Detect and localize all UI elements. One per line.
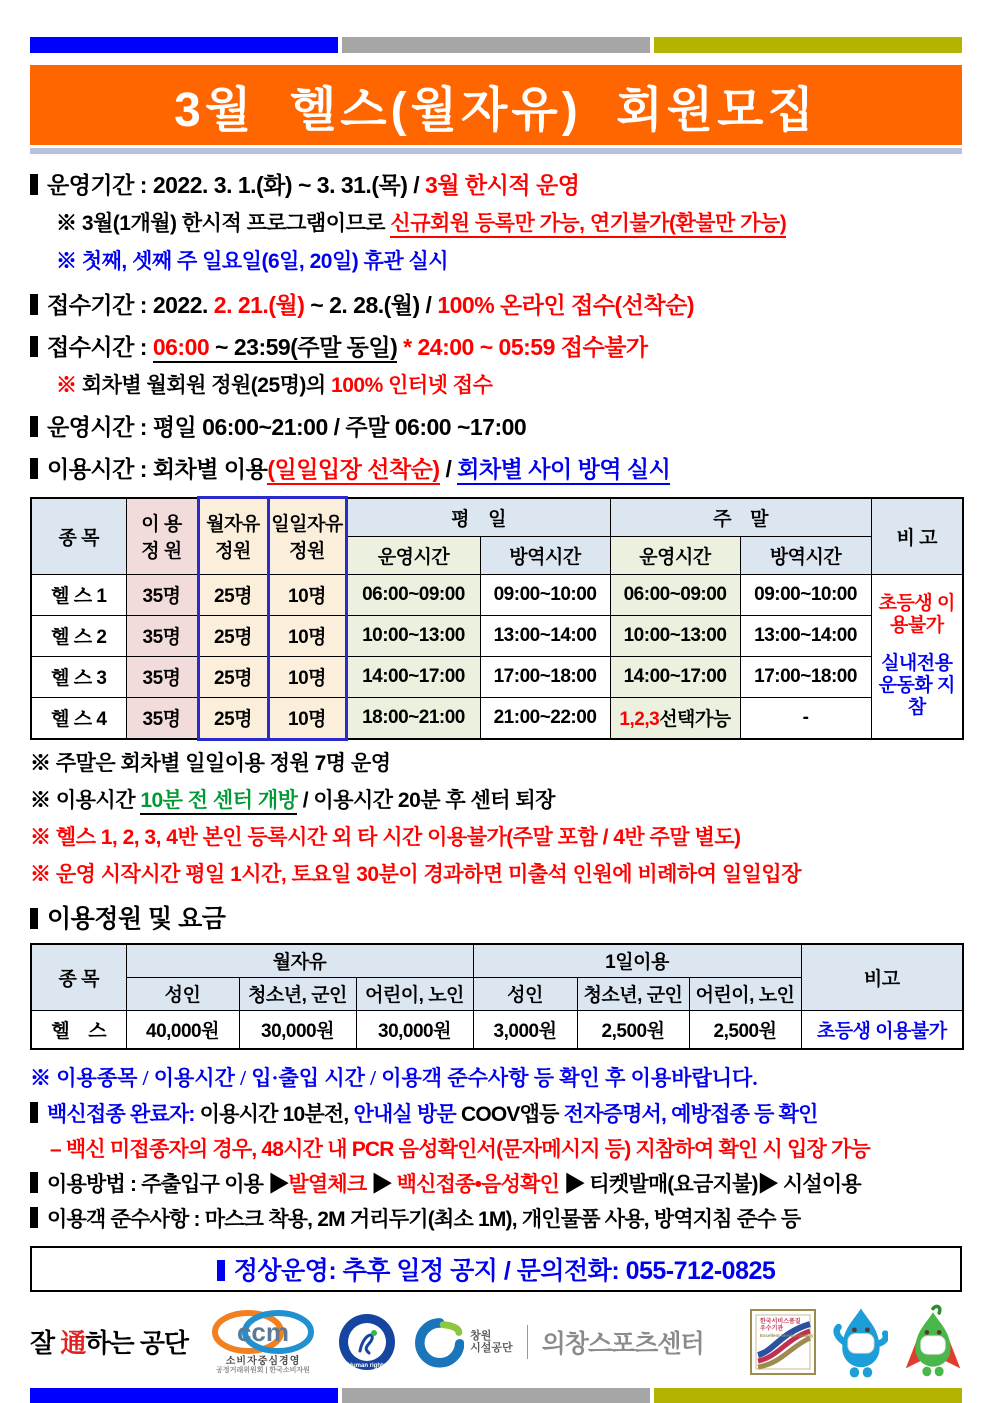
- fee-header-daily: 1일이용: [473, 944, 801, 978]
- capacity-header-line1: 이 용: [141, 514, 182, 535]
- remark-no-elementary: 초등생 이용불가: [878, 593, 955, 637]
- usage-time-line: [30, 454, 962, 484]
- weekend-quarantine-time: -: [740, 697, 871, 739]
- ccm-subtitle: 소비자중심경영: [225, 1356, 301, 1368]
- weekday-run-time: 06:00~09:00: [346, 574, 480, 615]
- table-row: [31, 615, 963, 656]
- subheader-weekend-quarantine: 방역시간: [740, 536, 871, 574]
- changwon-facility-icon: [412, 1316, 464, 1368]
- section-bar-icon: [30, 908, 38, 929]
- colon: :: [133, 456, 153, 482]
- fee-heading-text: 이용정원 및 요금: [47, 904, 226, 933]
- weekend-quarantine-time: 09:00~10:00: [740, 574, 871, 615]
- fee-subheader-youth: 청소년, 군인: [239, 977, 356, 1010]
- usage-time-highlight-red: (일일입장 선착순): [267, 456, 439, 485]
- usage-method-fever-check: 발열체크: [288, 1172, 367, 1196]
- section-bar-icon: [217, 1260, 225, 1281]
- weekend-run-time: 14:00~17:00: [610, 656, 740, 697]
- daily-free-value: 10명: [268, 615, 346, 656]
- banner-underline-strip: [30, 148, 962, 154]
- col-header-capacity: [126, 498, 198, 575]
- reception-time-underlined: [153, 334, 397, 363]
- capacity-header-line2: 정 원: [141, 541, 182, 562]
- fee-monthly-adult: 40,000원: [126, 1010, 239, 1049]
- col-header-item: 종 목: [31, 498, 126, 575]
- colon: :: [133, 172, 153, 198]
- note-quota-mark: ※: [56, 374, 77, 397]
- fee-row: [31, 1010, 963, 1049]
- contact-box: [30, 1246, 962, 1292]
- note-quota-text: 회차별 월회원 정원(25명)의: [76, 374, 332, 397]
- capacity-value: 35명: [126, 574, 198, 615]
- group-header-weekend: 주 말: [610, 498, 871, 537]
- arrow-separator: ▶: [366, 1172, 397, 1196]
- section-bar-icon: [30, 1102, 38, 1123]
- visitor-rules-label: 이용객 준수사항: [47, 1207, 189, 1231]
- bottom-bar-gray-segment: [342, 1388, 650, 1403]
- slogan-logo: [30, 1323, 188, 1360]
- capacity-value: 35명: [126, 656, 198, 697]
- section-bar-icon: [30, 1207, 38, 1228]
- fee-daily-adult: 3,000원: [473, 1010, 577, 1049]
- section-bar-icon: [30, 174, 38, 195]
- human-rights-badge-icon: [338, 1313, 396, 1371]
- facility-name-line1: 창원: [470, 1329, 492, 1342]
- subheader-weekday-run: 운영시간: [346, 536, 480, 574]
- weekend-run-time: 10:00~13:00: [610, 615, 740, 656]
- operating-hours-line: [30, 412, 962, 442]
- slogan-tong-char: 通: [60, 1328, 86, 1358]
- note-quota-highlight: 100% 인터넷 접수: [331, 374, 493, 397]
- usage-time-text: 회차별 이용: [152, 456, 268, 482]
- fee-subheader-adult: 성인: [126, 977, 239, 1010]
- reception-method-highlight: 100% 온라인 접수(선착순): [437, 292, 695, 318]
- operation-period-label: 운영기간: [47, 172, 134, 198]
- usage-method-label: 이용방법: [47, 1172, 125, 1196]
- subheader-weekend-run: 운영시간: [610, 536, 740, 574]
- weekday-quarantine-time: 21:00~22:00: [480, 697, 610, 739]
- reception-start-date: 2. 21.(월): [213, 292, 305, 318]
- note-holiday-line: ※ 첫째, 셋째 주 일요일(6일, 20일) 휴관 실시: [56, 250, 449, 273]
- usage-time-label: 이용시간: [47, 456, 134, 482]
- fee-header-remark: 비고: [801, 944, 963, 1011]
- weekend-quarantine-time: 13:00~14:00: [740, 615, 871, 656]
- weekday-run-time: 18:00~21:00: [346, 697, 480, 739]
- schedule-note-2-prefix: ※ 이용시간: [30, 788, 141, 812]
- blue-mascot-icon: [832, 1303, 888, 1381]
- monthly-free-value: 25명: [198, 615, 268, 656]
- vaccine-text-1: 이용시간 10분전,: [194, 1102, 354, 1126]
- contact-text: [217, 1251, 776, 1287]
- top-bar-olive-segment: [654, 37, 962, 53]
- weekend-run-time: 06:00~09:00: [610, 574, 740, 615]
- facility-name-line2: 시설공단: [470, 1341, 513, 1354]
- vaccine-text-3: 전자증명서, 예방접종 등 확인: [563, 1102, 818, 1126]
- fee-remark: 초등생 이용불가: [801, 1010, 963, 1049]
- note-quota-line: [30, 372, 962, 400]
- facility-logo: [412, 1316, 704, 1368]
- slogan-post: 하는 공단: [85, 1328, 189, 1358]
- class-name: 헬 스 2: [31, 615, 126, 656]
- section-bar-icon: [30, 336, 38, 357]
- reception-period-label: 접수기간: [47, 292, 134, 318]
- footer-logos: [30, 1302, 962, 1382]
- reception-time-range: ~ 23:59(주말 동일): [209, 334, 398, 360]
- schedule-note-2: [30, 787, 962, 815]
- daily-header-line1: 일일자유: [271, 514, 343, 536]
- reception-end-date: ~ 2. 28.(월) /: [304, 292, 438, 318]
- service-quality-certificate-icon: [750, 1309, 816, 1375]
- fee-daily-youth: 2,500원: [577, 1010, 689, 1049]
- monthly-free-value: 25명: [198, 697, 268, 739]
- class-name: 헬 스 3: [31, 656, 126, 697]
- daily-header-line2: 정원: [289, 541, 325, 563]
- title-banner: [30, 65, 962, 145]
- group-header-weekday: 평 일: [346, 498, 610, 537]
- facility-name: [470, 1330, 513, 1354]
- remark-cell: [871, 574, 963, 739]
- operation-period-line: [30, 170, 962, 200]
- reception-time-line: [30, 332, 962, 362]
- usage-time-highlight-blue: 회차별 사이 방역 실시: [457, 456, 670, 485]
- slogan-pre: 잘: [30, 1328, 61, 1358]
- weekend-quarantine-time: 17:00~18:00: [740, 656, 871, 697]
- usage-method-step-0: : 주출입구 이용 ▶: [124, 1172, 289, 1196]
- daily-free-value: 10명: [268, 656, 346, 697]
- weekend-choice-text: 선택가능: [659, 709, 731, 731]
- note-march-text: 3월(1개월) 한시적 프로그램이므로: [76, 212, 391, 235]
- weekend-run-time: [610, 697, 740, 739]
- weekend-choice-numbers: 1,2,3: [619, 709, 660, 731]
- table-row: [31, 656, 963, 697]
- capacity-value: 35명: [126, 615, 198, 656]
- monthly-free-value: 25명: [198, 656, 268, 697]
- fee-header-item: 종 목: [31, 944, 126, 1011]
- vaccine-line: [30, 1101, 962, 1129]
- visitor-rules-line: [30, 1206, 962, 1234]
- daily-free-value: 10명: [268, 574, 346, 615]
- subheader-weekday-quarantine: 방역시간: [480, 536, 610, 574]
- fee-section-heading: [30, 903, 962, 935]
- reception-time-start: 06:00: [152, 334, 210, 360]
- weekday-quarantine-time: 09:00~10:00: [480, 574, 610, 615]
- fee-monthly-child: 30,000원: [356, 1010, 473, 1049]
- fee-subheader-child: 어린이, 노인: [689, 977, 801, 1010]
- contact-phone-line: 정상운영: 추후 일정 공지 / 문의전화: 055-712-0825: [233, 1256, 776, 1285]
- usage-time-slash: /: [439, 456, 458, 482]
- monthly-header-line1: 월자유: [206, 514, 260, 536]
- fee-daily-child: 2,500원: [689, 1010, 801, 1049]
- visitor-rules-text: : 마스크 착용, 2M 거리두기(최소 1M), 개인물품 사용, 방역지침 준수 등: [188, 1207, 801, 1231]
- fee-subheader-child: 어린이, 노인: [356, 977, 473, 1010]
- table-row: [31, 697, 963, 739]
- bottom-color-bar: [30, 1388, 962, 1403]
- colon: :: [133, 334, 153, 360]
- certificate-text-line2: 우수기관: [760, 1325, 784, 1332]
- weekday-quarantine-time: 13:00~14:00: [480, 615, 610, 656]
- logo-divider: [527, 1325, 528, 1359]
- ccm-logo: [204, 1308, 322, 1375]
- fee-subheader-youth: 청소년, 군인: [577, 977, 689, 1010]
- operation-period-dates: 2022. 3. 1.(화) ~ 3. 31.(목) /: [152, 172, 426, 198]
- svg-text:ccm: ccm: [237, 1317, 290, 1348]
- col-header-monthly-free: [198, 498, 268, 575]
- operating-hours-text: 평일 06:00~21:00 / 주말 06:00 ~17:00: [152, 414, 527, 440]
- col-header-remark: 비 고: [871, 498, 963, 575]
- fee-monthly-youth: 30,000원: [239, 1010, 356, 1049]
- fee-subheader-adult: 성인: [473, 977, 577, 1010]
- page-title: 3월 헬스(월자유) 회원모집: [174, 83, 818, 137]
- weekday-run-time: 14:00~17:00: [346, 656, 480, 697]
- top-bar-blue-segment: [30, 37, 338, 53]
- top-bar-gray-segment: [342, 37, 650, 53]
- bottom-bar-olive-segment: [654, 1388, 962, 1403]
- vaccine-text-2: 안내실 방문: [353, 1102, 461, 1126]
- daily-free-value: 10명: [268, 697, 346, 739]
- ccm-icon: [204, 1308, 322, 1360]
- capacity-value: 35명: [126, 697, 198, 739]
- monthly-header-line2: 정원: [215, 541, 251, 563]
- section-bar-icon: [30, 416, 38, 437]
- operation-period-highlight: 3월 한시적 운영: [425, 172, 580, 198]
- note-march-highlight: 신규회원 등록만 가능, 연기불가(환불만 가능): [390, 212, 786, 238]
- note-march-line: [30, 210, 962, 238]
- certificate-text-line3: Excellent Service Quality: [760, 1332, 814, 1338]
- reception-period-year: 2022.: [152, 292, 214, 318]
- remark-indoor-shoes: 실내전용 운동화 지참: [878, 653, 955, 719]
- note-march-mark: ※: [56, 212, 77, 235]
- monthly-free-value: 25명: [198, 574, 268, 615]
- operating-hours-label: 운영시간: [47, 414, 134, 440]
- section-bar-icon: [30, 458, 38, 479]
- colon: :: [133, 292, 153, 318]
- green-mascot-icon: [904, 1303, 962, 1381]
- reception-period-line: [30, 290, 962, 320]
- section-bar-icon: [30, 1172, 38, 1193]
- poster-content: [0, 170, 992, 1382]
- usage-check-note: ※ 이용종목 / 이용시간 / 입·출입 시간 / 이용객 준수사항 등 확인 후 이용바랍니다.: [30, 1065, 758, 1090]
- vaccine-label: 백신접종 완료자:: [47, 1102, 195, 1126]
- weekday-run-time: 10:00~13:00: [346, 615, 480, 656]
- usage-method-line: [30, 1171, 962, 1199]
- schedule-note-2-highlight: 10분 전 센터 개방: [140, 789, 297, 815]
- top-color-bar: [30, 37, 962, 53]
- table-row: [31, 574, 963, 615]
- weekday-quarantine-time: 17:00~18:00: [480, 656, 610, 697]
- class-name: 헬 스 4: [31, 697, 126, 739]
- schedule-note-3: ※ 헬스 1, 2, 3, 4반 본인 등록시간 외 타 시간 이용불가(주말 포함 / 4반 주말 별도): [30, 825, 741, 849]
- fee-header-monthly: 월자유: [126, 944, 473, 978]
- schedule-table: [30, 496, 964, 741]
- fee-table: [30, 943, 964, 1050]
- usage-method-vaccine-check: 백신접종•음성확인: [396, 1172, 560, 1196]
- fee-item-name: 헬 스: [31, 1010, 126, 1049]
- human-rights-label: Human rights: [347, 1362, 387, 1369]
- schedule-note-1: ※ 주말은 회차별 일일이용 정원 7명 운영: [30, 751, 391, 775]
- section-bar-icon: [30, 294, 38, 315]
- reception-time-label: 접수시간: [47, 334, 134, 360]
- colon: :: [133, 414, 153, 440]
- schedule-note-2-suffix: / 이용시간 20분 후 센터 퇴장: [297, 788, 555, 812]
- class-name: 헬 스 1: [31, 574, 126, 615]
- unvaccinated-line: – 백신 미접종자의 경우, 48시간 내 PCR 음성확인서(문자메시지 등) 지참하여 확인 시 입장 가능: [50, 1137, 870, 1161]
- bottom-bar-blue-segment: [30, 1388, 338, 1403]
- ccm-subtitle-2: 공정거래위원회 | 한국소비자원: [216, 1367, 310, 1375]
- col-header-daily-free: [268, 498, 346, 575]
- reception-time-blocked: * 24:00 ~ 05:59 접수불가: [397, 334, 648, 360]
- sports-center-name: 의창스포츠센터: [541, 1329, 704, 1358]
- schedule-note-4: ※ 운영 시작시간 평일 1시간, 토요일 30분이 경과하면 미출석 인원에 비례하여 일일입장: [30, 862, 801, 886]
- vaccine-coov-app: COOV앱등: [460, 1102, 564, 1126]
- certificate-text-line1: 한국서비스품질: [760, 1318, 801, 1325]
- usage-method-rest: ▶ 티켓발매(요금지불)▶ 시설이용: [559, 1172, 861, 1196]
